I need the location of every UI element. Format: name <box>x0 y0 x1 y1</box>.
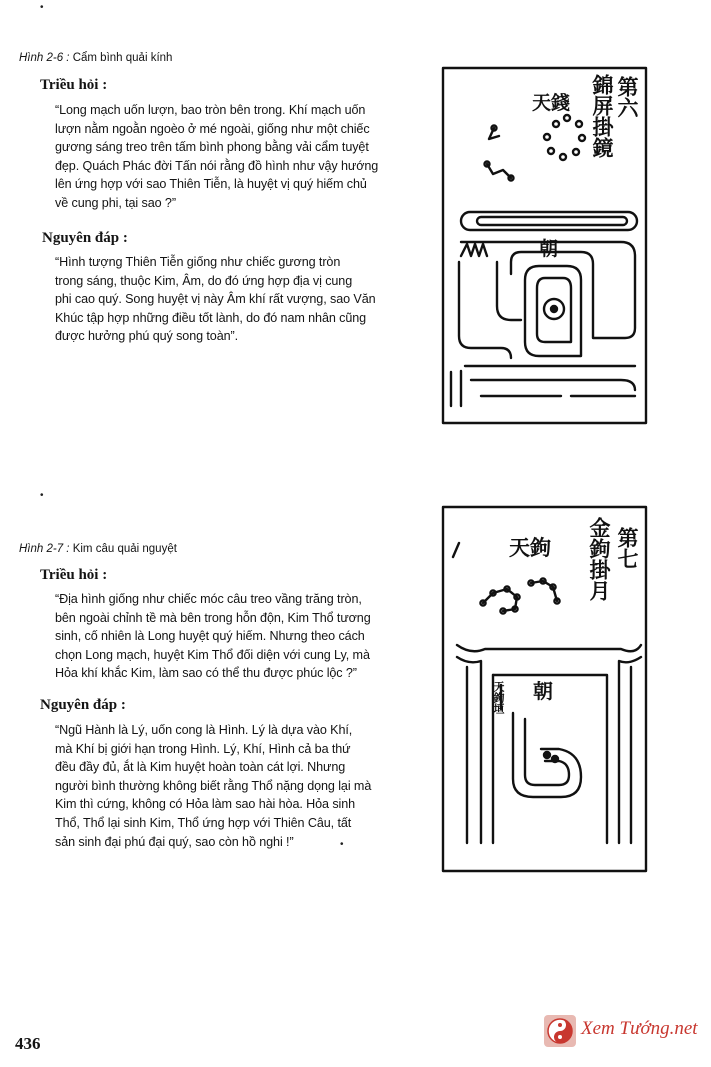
print-mark: • <box>340 839 344 850</box>
star-constellation <box>485 115 586 181</box>
text-line: chọn Long mạch, huyệt Kim Thổ đối diện với cung Ly, mà <box>55 647 370 662</box>
caption-name: Cẩm bình quải kính <box>72 52 173 64</box>
text-line: sinh, cố nhiên là Long huyệt quý hiếm. Nhưng theo cách <box>55 629 365 644</box>
question-heading: Triều hỏi : <box>40 77 108 93</box>
text-line: về cung phi, tại sao ?” <box>55 195 176 210</box>
text-line: lên ứng hợp với sao Thiên Tiễn, là huyệt vị quý hiếm chủ <box>55 177 367 192</box>
yin-yang-icon <box>543 1014 577 1048</box>
text-line: Kim thì cứng, không có Hỏa làm sao hài hòa. Hỏa sinh <box>55 797 356 812</box>
question-paragraph <box>55 590 371 683</box>
text-line: sản sinh đại phú đại quý, sao còn hồ nghi !” <box>55 834 294 849</box>
text-line: đều đầy đủ, ắt là Kim huyệt hoàn toàn cát lợi. Nhưng <box>55 760 346 775</box>
text-line: đẹp. Quách Phác đời Tấn nói rằng đồ hình như vậy hướng <box>55 158 379 173</box>
answer-paragraph <box>55 721 371 851</box>
text-line: Thổ, Thổ lại sinh Kim, Thổ ứng hợp với Thiên Câu, tất <box>55 815 352 830</box>
figure-2-6-diagram <box>441 66 648 425</box>
figure-title-col1: 第六 <box>615 76 640 118</box>
text-line: được hưởng phú quý song toàn”. <box>55 329 239 344</box>
text-line: bên ngoài chỉnh tề mà bên trong hỗn độn, Kim Thổ tương <box>55 610 371 625</box>
text-line: mà Khí bị giới hạn trong Hình. Lý, Khí, Hình cả ba thứ <box>55 741 351 756</box>
text-line: “Địa hình giống như chiếc móc câu treo vầng trăng tròn, <box>55 592 362 606</box>
star-constellation <box>480 578 559 613</box>
chao-label: 朝 <box>533 679 553 703</box>
print-mark: • <box>40 2 44 13</box>
text-line: lượn nằm ngoằn ngoèo ở mé ngoài, giống như một chiếc <box>55 121 370 136</box>
watermark-text: Xem Tướng.net <box>581 1018 698 1039</box>
text-line: phi cao quý. Song huyệt vị này Âm khí rất vượng, sao Văn <box>55 292 376 307</box>
text-line: “Long mạch uốn lượn, bao tròn bên trong. Khí mạch uốn <box>55 103 366 117</box>
inner-enclosure-label: 天鉤垣 <box>492 681 505 714</box>
star-label: 天錢 <box>532 92 571 114</box>
text-line: Khúc tập hợp những điều tốt lành, do đó nam nhân cũng <box>55 310 367 325</box>
chao-label: 朝 <box>539 238 559 260</box>
figure-title-col1: 第七 <box>615 527 640 569</box>
figure-caption-2-7 <box>19 543 177 555</box>
page-number: 436 <box>15 1034 41 1053</box>
text-line: “Ngũ Hành là Lý, uốn cong là Hình. Lý là dựa vào Khí, <box>55 723 353 737</box>
site-watermark <box>543 1012 703 1052</box>
text-line: người bình thường không biết rằng Thổ nặng dọng lại mà <box>55 778 372 793</box>
caption-label: Hình 2-7 : <box>19 543 70 555</box>
text-line: Hỏa khí khắc Kim, làm sao có thể thu được phúc lộc ?” <box>55 666 357 681</box>
caption-label: Hình 2-6 : <box>19 52 70 64</box>
figure-caption-2-6 <box>19 52 172 64</box>
figure-title-col2: 錦屏掛鏡 <box>590 74 615 158</box>
print-mark: • <box>40 490 44 501</box>
answer-heading: Nguyên đáp : <box>42 230 128 246</box>
question-heading: Triều hỏi : <box>40 567 108 583</box>
star-label: 天鉤 <box>509 535 551 560</box>
text-line: trong sáng, thuộc Kim, Âm, do đó ứng hợp địa vị cung <box>55 273 353 288</box>
answer-paragraph <box>55 253 376 346</box>
text-line: gương sáng treo trên tấm bình phong bằng vải cẩm tuyệt <box>55 140 369 155</box>
text-line: “Hình tượng Thiên Tiễn giống như chiếc gương tròn <box>55 255 341 269</box>
question-paragraph <box>55 101 378 213</box>
figure-title-col2: 金鉤掛月 <box>587 517 612 601</box>
caption-name: Kim câu quải nguyệt <box>72 543 177 555</box>
figure-2-7-diagram <box>441 505 648 873</box>
answer-heading: Nguyên đáp : <box>40 697 126 713</box>
